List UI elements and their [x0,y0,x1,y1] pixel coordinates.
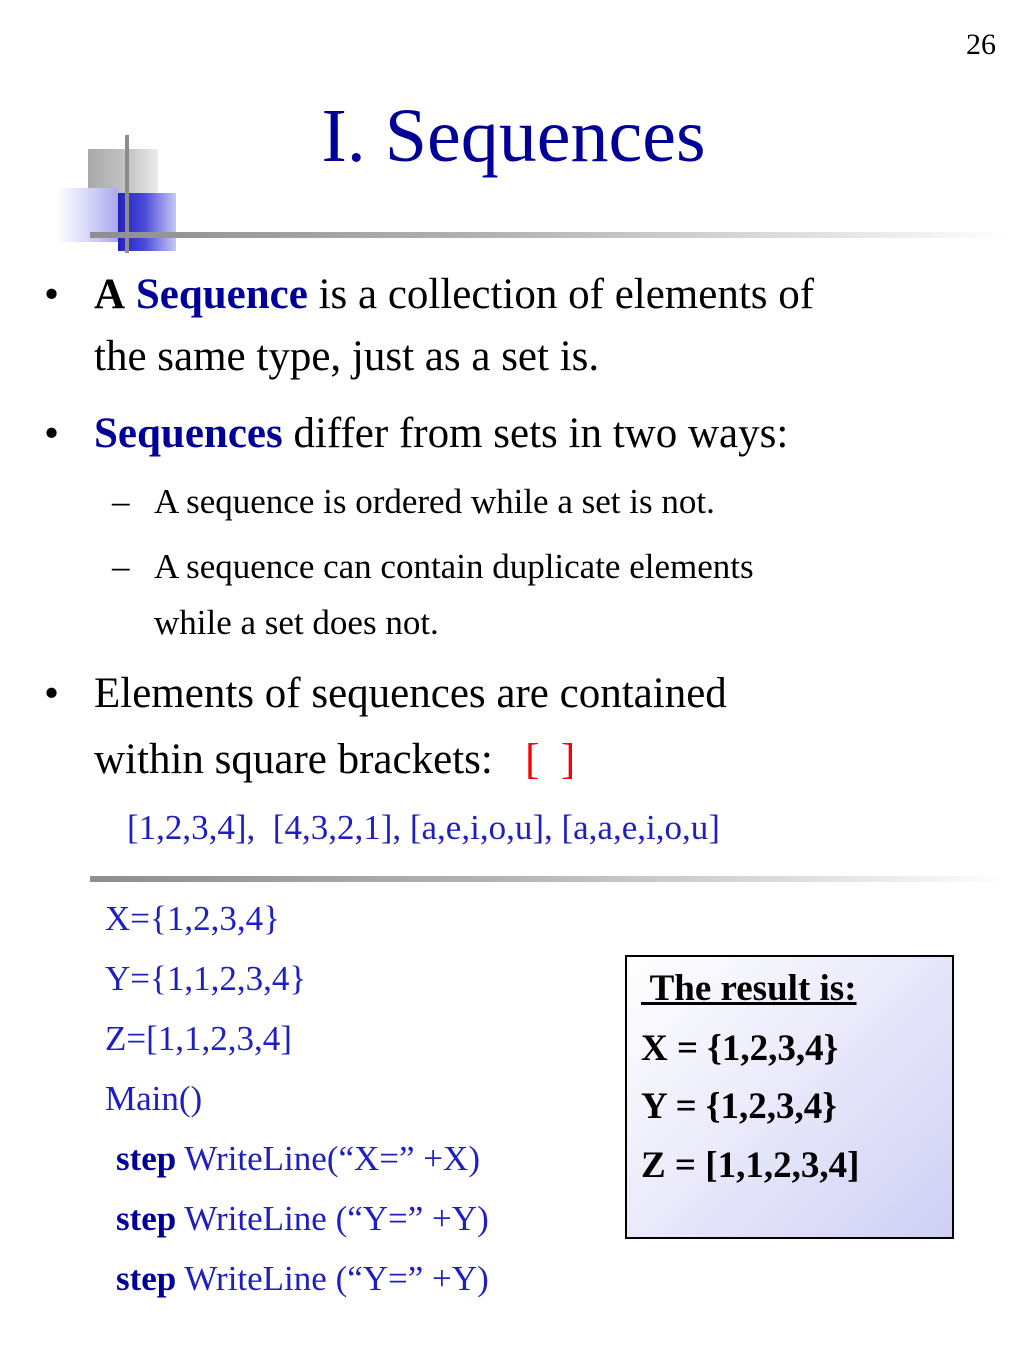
code-line-main: Main() [105,1079,203,1118]
bullet-1-line-2: the same type, just as a set is. [94,333,600,380]
slide-title: I. Sequences [321,94,706,178]
sub-bullet-2-line-1: A sequence can contain duplicate elements [154,547,754,586]
bullet-marker: • [44,410,60,457]
slide-number: 26 [966,28,996,61]
code-line-step-3 [116,1257,489,1301]
code-line-y: Y={1,1,2,3,4} [105,959,307,998]
bullet-1-lead: A [94,271,126,318]
sub-bullet-2-line-2: while a set does not. [154,603,439,642]
bullet-marker: • [44,271,60,318]
bullet-3-text: within square brackets: [94,736,493,783]
section-divider [90,876,1010,882]
bullet-1-term: Sequence [135,271,308,318]
bullet-2-rest: differ from sets in two ways: [282,410,789,457]
result-title: The result is: [641,968,857,1009]
result-box [625,955,954,1239]
result-z: Z = [1,1,2,3,4] [641,1145,860,1186]
bullet-1-rest: is a collection of elements of [307,271,815,318]
sequence-examples: [1,2,3,4], [4,3,2,1], [a,e,i,o,u], [a,a,e,i,o,u] [127,808,720,847]
step-keyword: step [116,1199,177,1238]
bullet-2-line-1 [94,403,788,465]
bullet-3-line-1: Elements of sequences are contained [94,670,727,717]
step-keyword: step [116,1259,177,1298]
code-line-step-1 [116,1137,480,1181]
step-keyword: step [116,1139,177,1178]
bullet-1-line-1 [94,264,814,326]
bullet-2-term: Sequences [94,410,283,457]
title-underline [90,232,1010,238]
bullet-3-line-2 [94,729,575,791]
bracket-symbols: [ ] [525,736,576,783]
result-x: X = {1,2,3,4} [641,1028,839,1069]
sub-bullet-1: A sequence is ordered while a set is not. [154,482,715,521]
step-call: WriteLine (“Y=” +Y) [184,1199,489,1238]
result-y: Y = {1,2,3,4} [641,1086,837,1127]
step-call: WriteLine(“X=” +X) [184,1139,480,1178]
code-line-z: Z=[1,1,2,3,4] [105,1019,292,1058]
code-line-step-2 [116,1197,489,1241]
code-line-x: X={1,2,3,4} [105,899,280,938]
bullet-marker: • [44,670,60,717]
sub-bullet-marker: – [112,482,130,521]
sub-bullet-marker: – [112,547,130,586]
step-call: WriteLine (“Y=” +Y) [184,1259,489,1298]
